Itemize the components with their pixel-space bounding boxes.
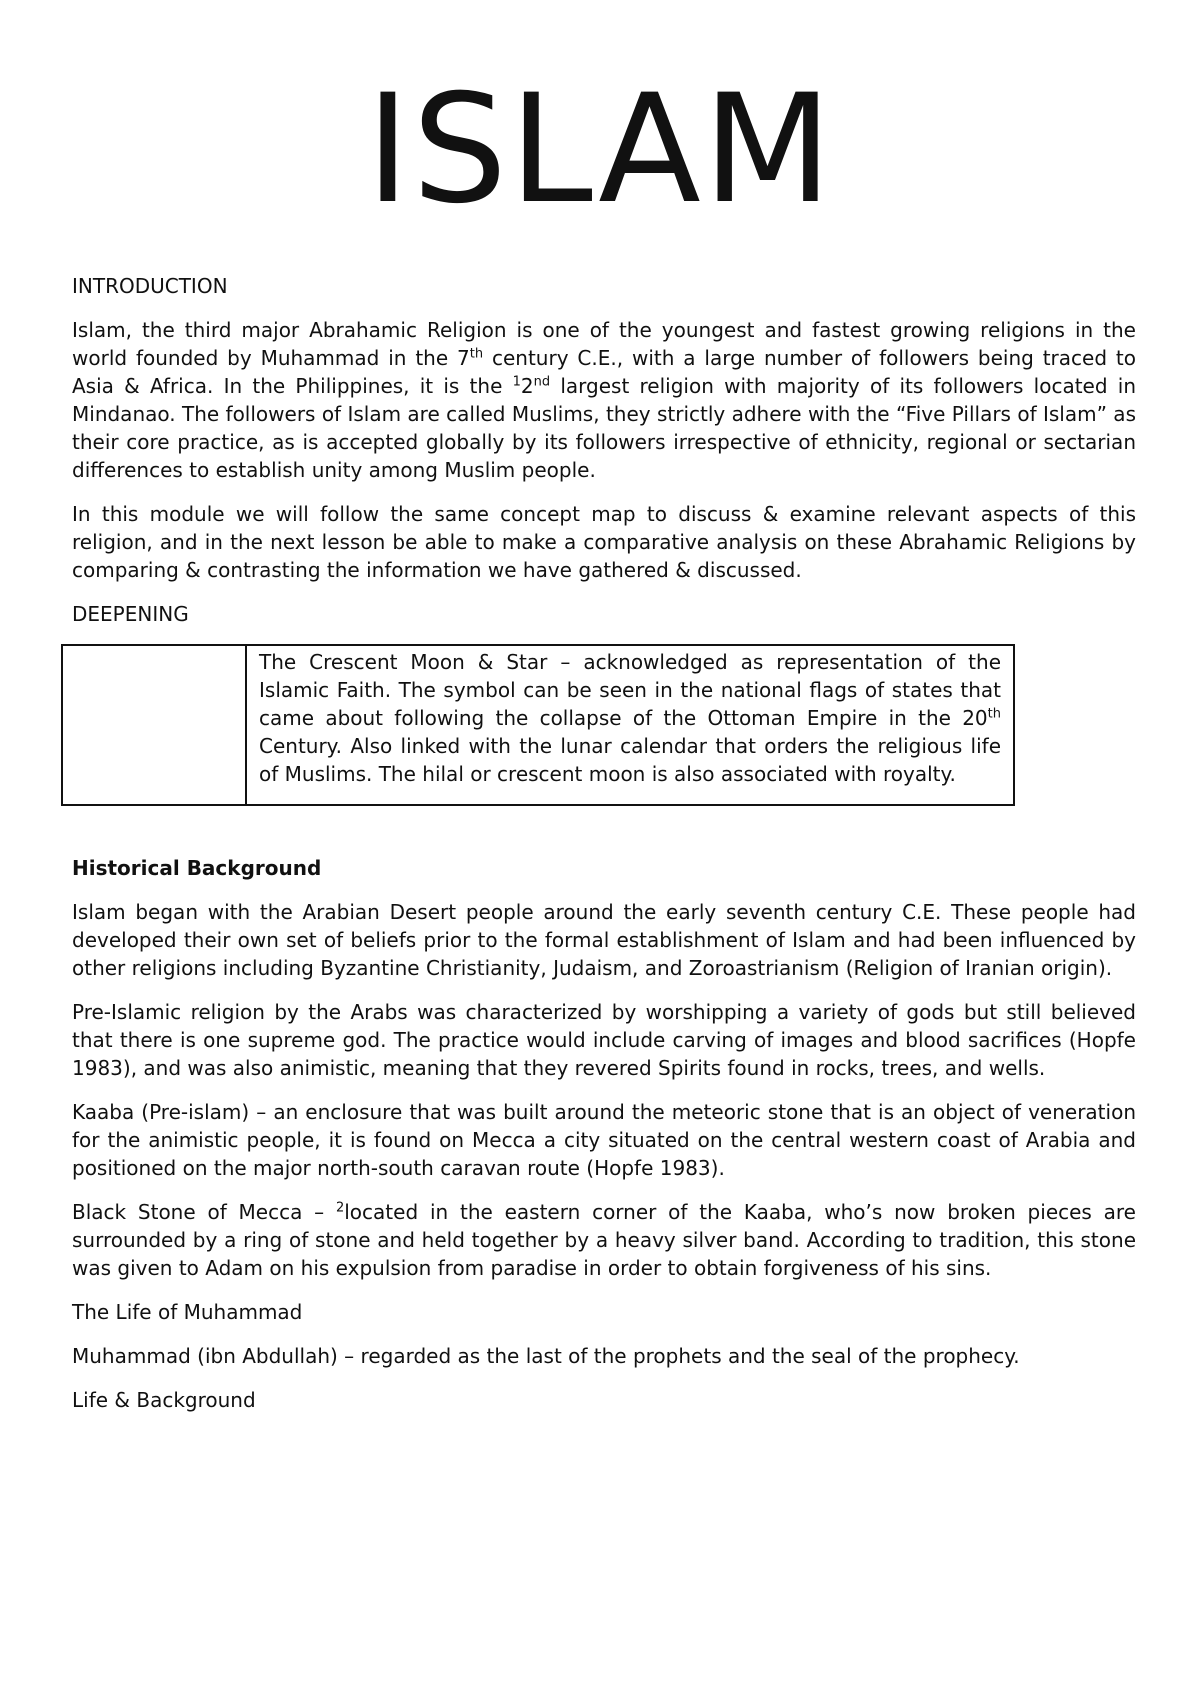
black-stone-text-b: located in the eastern corner of the Kaaba, who’s now broken pieces are surrounded by a ring of stone and held together by a heavy silver band. According to tradition, this stone was given to Adam on his expulsion from paradise in order to obtain forgiveness of his sins.	[72, 1200, 1136, 1280]
crescent-superscript-th: th	[987, 706, 1001, 722]
intro-superscript-th: th	[469, 346, 484, 362]
footnote-marker-1[interactable]: 1	[512, 374, 521, 390]
historical-paragraph-2: Pre-Islamic religion by the Arabs was characterized by worshipping a variety of gods but still believed that there is one supreme god. The practice would include carving of images and blood sacrifices (Hopfe 1983), and was also animistic, meaning that they revered Spirits found in rocks, trees, and wells.	[72, 1000, 1136, 1080]
deepening-table	[61, 644, 1015, 806]
kaaba-paragraph: Kaaba (Pre-islam) – an enclosure that was built around the meteoric stone that is an object of veneration for the animistic people, it is found on Mecca a city situated on the central western coast of Arabia and positioned on the major north-south caravan route (Hopfe 1983).	[72, 1100, 1136, 1180]
historical-paragraph-1: Islam began with the Arabian Desert people around the early seventh century C.E. These people had developed their own set of beliefs prior to the formal establishment of Islam and had been influenced by other religions including Byzantine Christianity, Judaism, and Zoroastrianism (Religion of Iranian origin).	[72, 900, 1136, 980]
footnote-marker-2[interactable]: 2	[335, 1200, 345, 1216]
introduction-paragraph-1	[72, 316, 1136, 484]
deepening-heading: DEEPENING	[72, 602, 189, 626]
crescent-text-a: The Crescent Moon & Star – acknowledged as representation of the Islamic Faith. The symbol can be seen in the national flags of states that came about following the collapse of the Ottoman Empire in the 20	[259, 650, 1001, 730]
intro-text-b: century C.E., with a large number of followers being traced to Asia & Africa. In the Philippines, it is the	[72, 346, 1136, 398]
muhammad-paragraph: Muhammad (ibn Abdullah) – regarded as the last of the prophets and the seal of the prophecy.	[72, 1344, 1020, 1368]
document-body	[72, 272, 1136, 1430]
intro-superscript-nd: nd	[533, 374, 551, 390]
crescent-text-b: Century. Also linked with the lunar calendar that orders the religious life of Muslims. The hilal or crescent moon is also associated with royalty.	[259, 734, 1001, 786]
page-title: ISLAM	[365, 63, 835, 237]
intro-text-c: 2	[520, 374, 534, 398]
life-background-heading: Life & Background	[72, 1388, 256, 1412]
black-stone-text-a: Black Stone of Mecca –	[72, 1200, 336, 1224]
introduction-paragraph-2: In this module we will follow the same concept map to discuss & examine relevant aspects of this religion, and in the next lesson be able to make a comparative analysis on these Abrahamic Religions by comparing & contrasting the information we have gathered & discussed.	[72, 502, 1136, 582]
historical-background-heading: Historical Background	[72, 856, 322, 880]
black-stone-paragraph	[72, 1198, 1136, 1282]
symbol-image-cell	[62, 645, 246, 805]
crescent-moon-description	[246, 645, 1014, 805]
introduction-heading: INTRODUCTION	[72, 274, 228, 298]
life-of-muhammad-heading: The Life of Muhammad	[72, 1300, 303, 1324]
intro-text-a: Islam, the third major Abrahamic Religion is one of the youngest and fastest growing religions in the world founded by Muhammad in the 7	[72, 318, 1136, 370]
intro-text-d: largest religion with majority of its followers located in Mindanao. The followers of Islam are called Muslims, they strictly adhere with the “Five Pillars of Islam” as their core practice, as is accepted globally by its followers irrespective of ethnicity, regional or sectarian differences to establish unity among Muslim people.	[72, 374, 1136, 482]
